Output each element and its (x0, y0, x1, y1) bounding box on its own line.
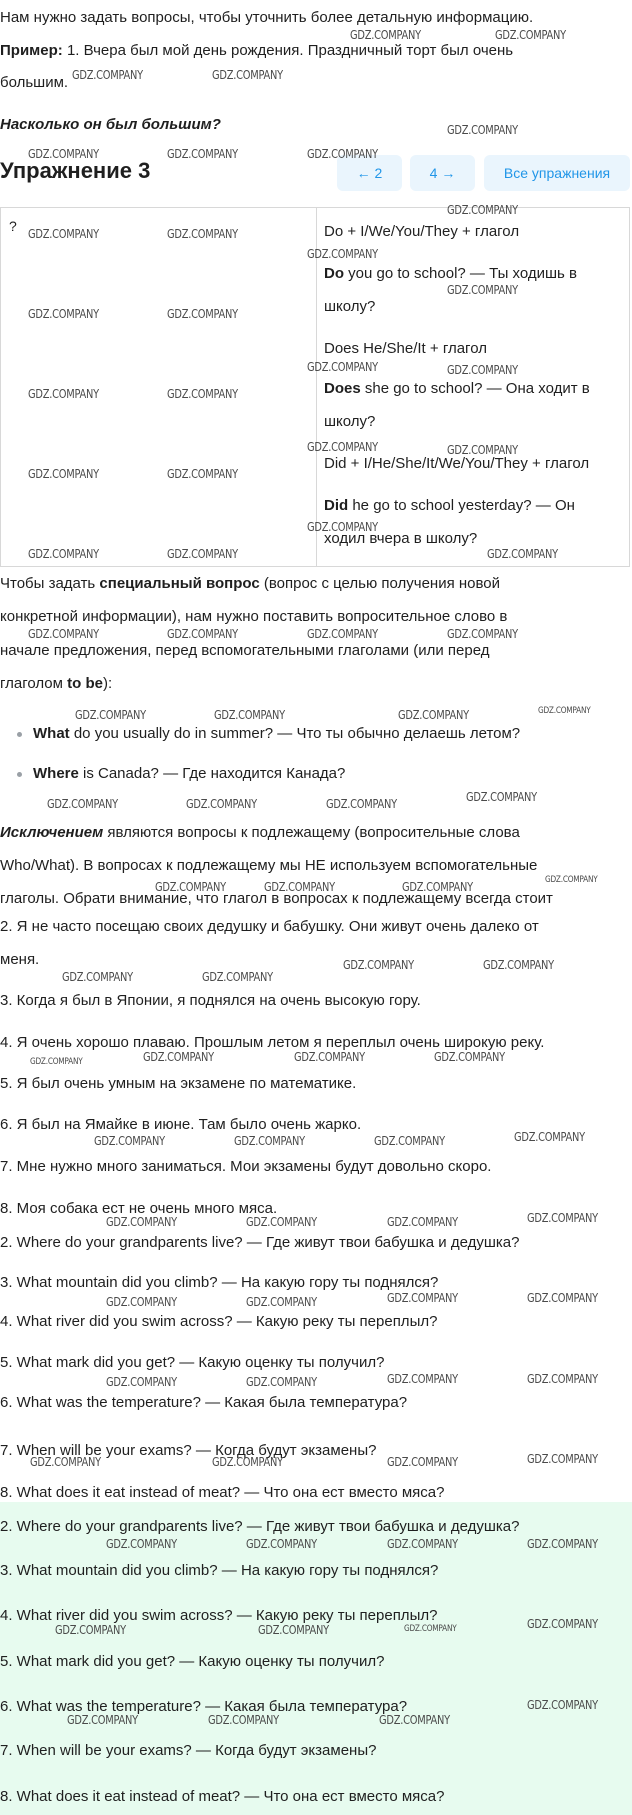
watermark: GDZ.COMPANY (447, 203, 518, 217)
example-text: 1. Вчера был мой день рождения. Праздничный торт был очень (66, 42, 514, 59)
example-did-rest: he go to school yesterday? — Он (348, 497, 575, 514)
watermark: GDZ.COMPANY (62, 970, 133, 984)
watermark: GDZ.COMPANY (307, 147, 378, 161)
watermark: GDZ.COMPANY (202, 970, 273, 984)
prev-exercise-button[interactable]: ← 2 (337, 155, 402, 191)
watermark: GDZ.COMPANY (527, 1617, 598, 1631)
list-item-bold: Where (33, 765, 79, 782)
watermark: GDZ.COMPANY (234, 1134, 305, 1148)
exception-rest: являются вопросы к подлежащему (вопросительные слова (103, 824, 520, 841)
answer-item-highlighted: 8. What does it eat instead of meat? — Что она ест вместо мяса? (0, 1788, 445, 1805)
exception-line-3: глаголы. Обрати внимание, что глагол в вопросах к подлежащему всегда стоит (0, 890, 553, 907)
watermark: GDZ.COMPANY (404, 1624, 457, 1634)
example-does-2: школу? (324, 413, 376, 430)
watermark: GDZ.COMPANY (155, 880, 226, 894)
example-text-2: большим. (0, 74, 69, 91)
answer-item: 7. When will be your exams? — Когда будут экзамены? (0, 1442, 377, 1459)
watermark: GDZ.COMPANY (28, 387, 99, 401)
list-item-text (33, 725, 520, 742)
exception-line-1 (0, 823, 630, 843)
watermark: GDZ.COMPANY (527, 1537, 598, 1551)
task-item: 6. Я был на Ямайке в июне. Там было очень жарко. (0, 1116, 362, 1133)
watermark: GDZ.COMPANY (186, 797, 257, 811)
example-question-line (0, 115, 630, 135)
answer-item: 3. What mountain did you climb? — На какую гору ты поднялся? (0, 1274, 439, 1291)
watermark: GDZ.COMPANY (398, 708, 469, 722)
special-question-bold: специальный вопрос (99, 575, 260, 592)
watermark: GDZ.COMPANY (387, 1455, 458, 1469)
watermark: GDZ.COMPANY (307, 627, 378, 641)
watermark: GDZ.COMPANY (514, 1130, 585, 1144)
task-item: 4. Я очень хорошо плаваю. Прошлым летом я переплыл очень широкую реку. (0, 1034, 545, 1051)
special-question-pre: Чтобы задать (0, 575, 100, 592)
example-do-2: школу? (324, 298, 376, 315)
special-question-line-3: начале предложения, перед вспомогательными глаголами (или перед (0, 642, 490, 659)
watermark: GDZ.COMPANY (387, 1291, 458, 1305)
answer-item-highlighted: 7. When will be your exams? — Когда будут экзамены? (0, 1742, 377, 1759)
watermark: GDZ.COMPANY (167, 227, 238, 241)
example-do-rest: you go to school? — Ты ходишь в (344, 265, 577, 282)
watermark: GDZ.COMPANY (434, 1050, 505, 1064)
example-did (324, 497, 624, 514)
watermark: GDZ.COMPANY (106, 1537, 177, 1551)
task-item: 2. Я не часто посещаю своих дедушку и бабушку. Они живут очень далеко от (0, 918, 539, 935)
example-label: Пример: (0, 42, 63, 59)
special-question-post: (вопрос с целью получения новой (259, 575, 501, 592)
example-do-bold: Do (324, 265, 344, 282)
watermark: GDZ.COMPANY (258, 1623, 329, 1637)
answer-item-highlighted: 5. What mark did you get? — Какую оценку ты получил? (0, 1653, 385, 1670)
watermark: GDZ.COMPANY (387, 1215, 458, 1229)
intro-text: Нам нужно задать вопросы, чтобы уточнить более детальную информацию. (0, 9, 534, 26)
intro-line (0, 8, 630, 28)
special-question-line4-post: ): (102, 675, 113, 692)
watermark: GDZ.COMPANY (387, 1372, 458, 1386)
list-item-rest: do you usually do in summer? — Что ты обычно делаешь летом? (69, 725, 521, 742)
watermark: GDZ.COMPANY (167, 147, 238, 161)
watermark: GDZ.COMPANY (72, 68, 143, 82)
watermark: GDZ.COMPANY (208, 1713, 279, 1727)
special-question-line4-pre: глаголом (0, 675, 68, 692)
watermark: GDZ.COMPANY (67, 1713, 138, 1727)
formula-do: Do + I/We/You/They + глагол (324, 223, 520, 240)
bullet-dot-icon (17, 772, 22, 777)
watermark: GDZ.COMPANY (379, 1713, 450, 1727)
task-item: 3. Когда я был в Японии, я поднялся на очень высокую гору. (0, 992, 421, 1009)
question-mark: ? (9, 218, 17, 234)
watermark: GDZ.COMPANY (527, 1698, 598, 1712)
watermark: GDZ.COMPANY (374, 1134, 445, 1148)
watermark: GDZ.COMPANY (28, 467, 99, 481)
answer-item-highlighted: 6. What was the temperature? — Какая была температура? (0, 1698, 408, 1715)
watermark: GDZ.COMPANY (487, 547, 558, 561)
watermark: GDZ.COMPANY (94, 1134, 165, 1148)
watermark: GDZ.COMPANY (447, 627, 518, 641)
all-exercises-button[interactable]: Все упражнения (484, 155, 630, 191)
watermark: GDZ.COMPANY (447, 123, 518, 137)
watermark: GDZ.COMPANY (30, 1057, 83, 1067)
watermark: GDZ.COMPANY (326, 797, 397, 811)
watermark: GDZ.COMPANY (214, 708, 285, 722)
watermark: GDZ.COMPANY (246, 1215, 317, 1229)
watermark: GDZ.COMPANY (28, 627, 99, 641)
answer-item-highlighted: 4. What river did you swim across? — Какую реку ты переплыл? (0, 1607, 438, 1624)
list-item-bold: What (33, 725, 70, 742)
special-question-line-2: конкретной информации), нам нужно поставить вопросительное слово в (0, 608, 508, 625)
watermark: GDZ.COMPANY (30, 1455, 101, 1469)
watermark: GDZ.COMPANY (167, 547, 238, 561)
watermark: GDZ.COMPANY (75, 708, 146, 722)
watermark: GDZ.COMPANY (167, 627, 238, 641)
answer-item-highlighted: 2. Where do your grandparents live? — Где живут твои бабушка и дедушка? (0, 1518, 520, 1535)
watermark: GDZ.COMPANY (47, 797, 118, 811)
watermark: GDZ.COMPANY (167, 467, 238, 481)
list-item-rest: is Canada? — Где находится Канада? (78, 765, 346, 782)
watermark: GDZ.COMPANY (495, 28, 566, 42)
answer-item: 2. Where do your grandparents live? — Где живут твои бабушка и дедушка? (0, 1234, 520, 1251)
answer-item: 8. What does it eat instead of meat? — Что она ест вместо мяса? (0, 1484, 445, 1501)
watermark: GDZ.COMPANY (350, 28, 421, 42)
answer-item: 4. What river did you swim across? — Какую реку ты переплыл? (0, 1313, 438, 1330)
watermark: GDZ.COMPANY (307, 520, 378, 534)
watermark: GDZ.COMPANY (167, 307, 238, 321)
watermark: GDZ.COMPANY (106, 1295, 177, 1309)
task-item: 7. Мне нужно много заниматься. Мои экзамены будут довольно скоро. (0, 1158, 492, 1175)
watermark: GDZ.COMPANY (212, 1455, 283, 1469)
watermark: GDZ.COMPANY (28, 547, 99, 561)
formula-did: Did + I/He/She/It/We/You/They + глагол (324, 455, 590, 472)
answer-item: 6. What was the temperature? — Какая была температура? (0, 1394, 408, 1411)
exception-bold: Исключением (0, 824, 104, 841)
watermark: GDZ.COMPANY (294, 1050, 365, 1064)
watermark: GDZ.COMPANY (246, 1537, 317, 1551)
watermark: GDZ.COMPANY (264, 880, 335, 894)
task-item-cont: меня. (0, 951, 40, 968)
answer-item: 5. What mark did you get? — Какую оценку ты получил? (0, 1354, 385, 1371)
example-does-rest: she go to school? — Она ходит в (360, 380, 590, 397)
list-item-text (33, 765, 345, 782)
watermark: GDZ.COMPANY (307, 247, 378, 261)
formula-does: Does He/She/It + глагол (324, 340, 487, 357)
watermark: GDZ.COMPANY (343, 958, 414, 972)
special-question-line4-bold: to be (67, 675, 103, 692)
next-exercise-button[interactable]: 4 → (410, 155, 475, 191)
watermark: GDZ.COMPANY (483, 958, 554, 972)
watermark: GDZ.COMPANY (167, 387, 238, 401)
bullet-dot-icon (17, 732, 22, 737)
example-does (324, 380, 624, 397)
watermark: GDZ.COMPANY (527, 1372, 598, 1386)
watermark: GDZ.COMPANY (246, 1375, 317, 1389)
list-item (0, 765, 630, 787)
watermark: GDZ.COMPANY (466, 790, 537, 804)
watermark: GDZ.COMPANY (106, 1215, 177, 1229)
watermark: GDZ.COMPANY (447, 363, 518, 377)
watermark: GDZ.COMPANY (527, 1452, 598, 1466)
watermark: GDZ.COMPANY (307, 440, 378, 454)
example-did-bold: Did (324, 497, 349, 514)
watermark: GDZ.COMPANY (447, 283, 518, 297)
watermark: GDZ.COMPANY (402, 880, 473, 894)
exception-line-2: Who/What). В вопросах к подлежащему мы НЕ используем вспомогательные (0, 857, 538, 874)
watermark: GDZ.COMPANY (538, 706, 591, 716)
watermark: GDZ.COMPANY (28, 307, 99, 321)
example-line (0, 41, 630, 61)
exercise-title: Упражнение 3 (0, 158, 151, 183)
example-does-bold: Does (324, 380, 361, 397)
watermark: GDZ.COMPANY (387, 1537, 458, 1551)
special-question-line-1 (0, 574, 630, 594)
watermark: GDZ.COMPANY (55, 1623, 126, 1637)
watermark: GDZ.COMPANY (307, 360, 378, 374)
watermark: GDZ.COMPANY (527, 1211, 598, 1225)
answer-item-highlighted: 3. What mountain did you climb? — На какую гору ты поднялся? (0, 1562, 439, 1579)
watermark: GDZ.COMPANY (143, 1050, 214, 1064)
watermark: GDZ.COMPANY (28, 147, 99, 161)
example-question: Насколько он был большим? (0, 116, 221, 133)
task-item: 5. Я был очень умным на экзамене по математике. (0, 1075, 357, 1092)
watermark: GDZ.COMPANY (106, 1375, 177, 1389)
example-did-2: ходил вчера в школу? (324, 530, 478, 547)
watermark: GDZ.COMPANY (527, 1291, 598, 1305)
watermark: GDZ.COMPANY (212, 68, 283, 82)
watermark: GDZ.COMPANY (246, 1295, 317, 1309)
special-question-line-4 (0, 674, 630, 694)
watermark: GDZ.COMPANY (447, 443, 518, 457)
example-do (324, 265, 624, 282)
list-item (0, 725, 630, 747)
watermark: GDZ.COMPANY (28, 227, 99, 241)
watermark: GDZ.COMPANY (545, 875, 598, 885)
task-item: 8. Моя собака ест не очень много мяса. (0, 1200, 278, 1217)
